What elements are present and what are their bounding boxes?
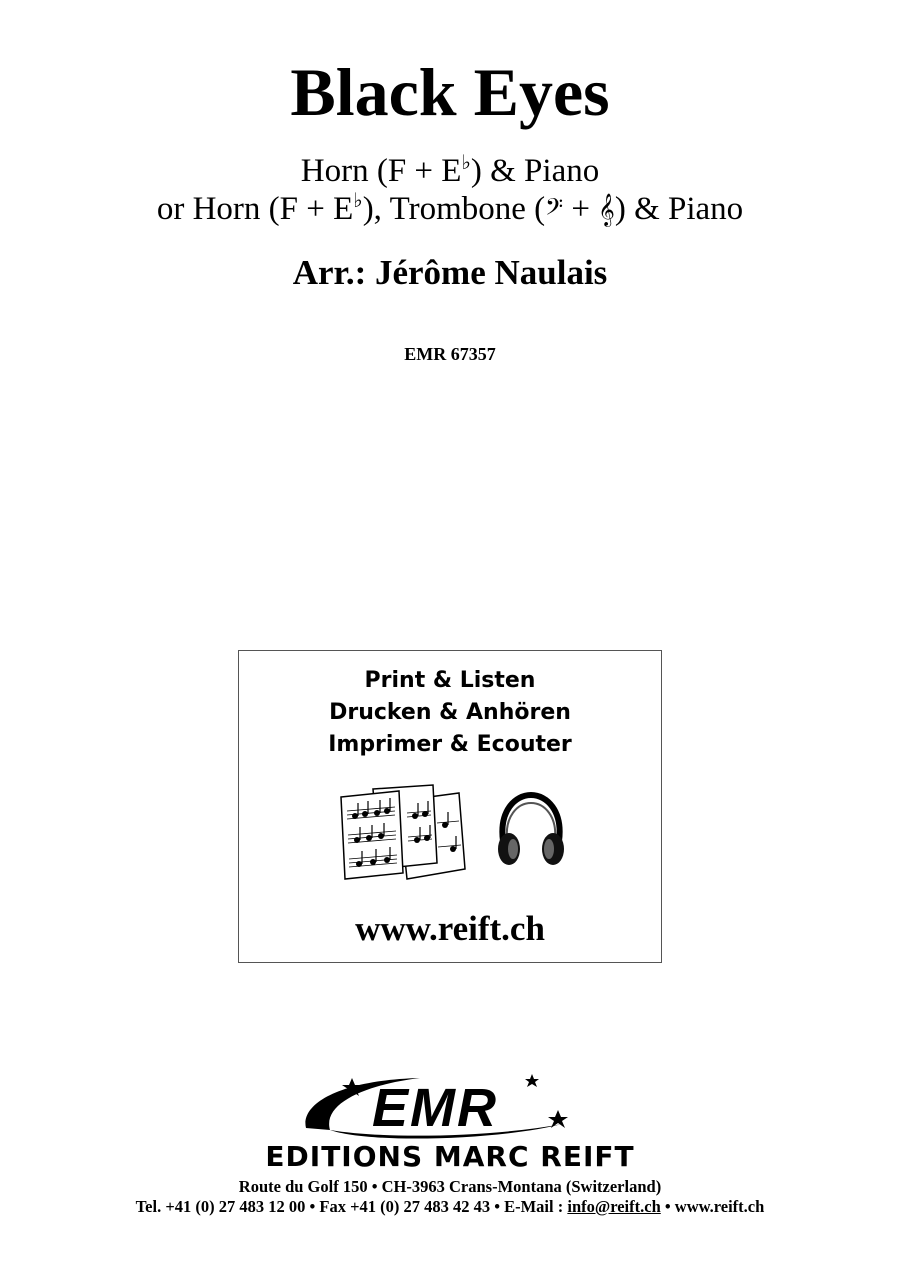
flat-sign: ♭: [353, 190, 363, 212]
publisher-address: Route du Golf 150 • CH-3963 Crans-Montana (Switzerland): [238, 1177, 662, 1196]
promo-line-german: Drucken & Anhören: [329, 700, 571, 725]
instrumentation-text: ) & Piano: [470, 153, 600, 189]
headphones-icon: [495, 791, 567, 871]
promo-box: [238, 650, 662, 963]
bass-clef-icon: 𝄢: [545, 195, 564, 226]
promo-line-english: Print & Listen: [364, 668, 536, 693]
contact-text: • www.reift.ch: [660, 1197, 765, 1216]
instrumentation-text: ) & Piano: [614, 191, 744, 227]
contact-text: Tel. +41 (0) 27 483 12 00 • Fax +41 (0) 27 483 42 43 • E-Mail :: [135, 1197, 568, 1216]
instrumentation-line-1: [0, 152, 900, 190]
email-link[interactable]: info@reift.ch: [567, 1197, 661, 1216]
flat-sign: ♭: [461, 152, 471, 174]
instrumentation-text: ), Trombone (: [362, 191, 546, 227]
publisher-name: EDITIONS MARC REIFT: [265, 1140, 635, 1173]
arranger: Arr.: Jérôme Naulais: [292, 253, 608, 292]
instrumentation-line-2: [0, 190, 900, 230]
publisher-contact: [0, 1196, 900, 1218]
treble-clef-icon: 𝄞: [598, 195, 615, 226]
document-title: Black Eyes: [290, 54, 610, 130]
instrumentation-text: +: [563, 191, 599, 227]
promo-line-french: Imprimer & Ecouter: [328, 732, 572, 757]
catalog-number: EMR 67357: [404, 344, 496, 364]
promo-url[interactable]: www.reift.ch: [355, 909, 545, 948]
instrumentation-text: Horn (F + E: [300, 153, 462, 189]
emr-logo-text: EMR: [372, 1078, 498, 1138]
sheet-music-icon: [337, 783, 467, 883]
instrumentation-text: or Horn (F + E: [156, 191, 354, 227]
